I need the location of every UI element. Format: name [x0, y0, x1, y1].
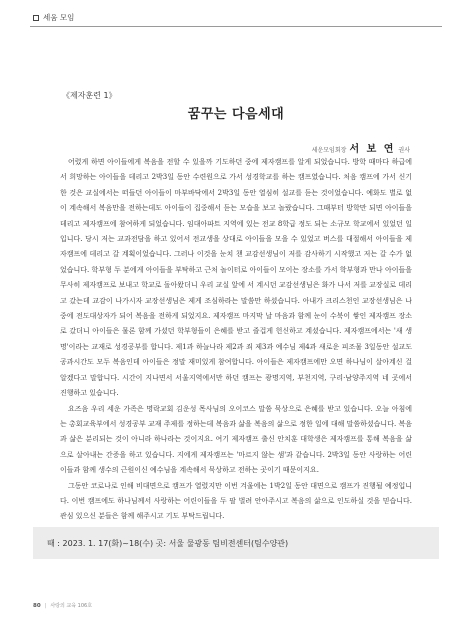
event-info-text: 때 : 2023. 1. 17(화)~18(수) 곳: 서울 물광동 팀비전센터(팀수양관)	[47, 538, 289, 548]
article-title: 꿈꾸는 다음세대	[187, 107, 285, 122]
section-label: 세움 모임	[43, 13, 75, 22]
author-byline	[312, 140, 410, 155]
section-header	[33, 12, 74, 23]
checkbox-square-icon	[33, 15, 39, 21]
paragraph: 어렸게 하면 아이들에게 복음을 전할 수 있을까 기도하던 중에 제자캠프를 알게 되었습니다. 방학 때마다 하급에서 희망하는 아이들을 데리고 2박3일 동안 수련원으로 가서 성경학교를 하는 캠프였습니다. 처음 캠프에 가서 신기한 것은 교실에서는 떠들던 아이들이 마부바닥에서 2박3일 동안 열심히 설교를 듣는 것이었습니다. 예화도 별로 없이 계속해서 복음만을 전하는데도 아이들이 집중해서 듣는 모습을 보고 놀랐습니다. 그때부터 방학만 되면 아이들을 데리고 제자캠프에 참여하게 되었습니다. 임대아파트 지역에 있는 전교 8학급 정도 되는 소규모 학교에서 있었던 일입니다. 당시 저는 교과전담을 하고 있어서 전교생을 상대로 아이들을 모을 수 있었고 버스를 대절해서 아이들을 제자캠프에 데리고 갈 계획이었습니다. 그러나 이것을 눈치 챈 교감선생님이 저를 감사하기 시작했고 저는 갈 수가 없었습니다. 학부형 두 분에게 아이들을 부탁하고 근처 놀이터로 아이들이 모이는 장소를 가서 학부형과 만나 아이들을 무사히 제자캠프로 보내고 학교로 돌아왔더니 우리 교실 앞에 서 계시던 교감선생님은 화가 나서 저를 교장실로 데리고 갔는데 교감이 나가시자 교장선생님은 제게 조심하라는 말씀만 하셨습니다. 아내가 크리스천인 교장선생님은 나중에 전도대상자가 되어 복음을 전하게 되었지요. 제자캠프 마지막 날 마음과 함께 눈이 수북이 쌓인 제자캠프 장소로 갔더니 아이들은 물론 함께 가셨던 학부형들이 은혜를 받고 즐겁게 헌신하고 계셨습니다. 제자캠프에서는 '새 생명'이라는 교재로 성경공부를 합니다. 제1과 하늘나라 제2과 죄 제3과 예수님 제4과 새로운 피조물 3일동안 설교도 공과시간도 모두 복음인데 아이들은 정말 재미있게 참여합니다. 아이들은 제자캠프에만 오면 하나님이 살아계신 걸 알겠다고 말합니다. 시간이 지나면서 서울지역에서만 하던 캠프는 광명지역, 부천지역, 구리·남양주지역 네 곳에서 진행하고 있습니다.	[60, 158, 412, 398]
author-rank: 권사	[398, 147, 410, 154]
footer-separator: |	[44, 602, 47, 609]
event-info-box	[33, 527, 439, 559]
author-name: 서 보 연	[349, 144, 396, 155]
paragraph: 그동안 코로나로 인해 비대면으로 캠프가 열렸지만 이번 겨울에는 1박2일 동안 대면으로 캠프가 진행될 예정입니다. 이번 캠프에도 하나님께서 사랑하는 어린이들을 두 팔 벌려 안아주시고 복음의 삶으로 인도하실 것을 믿습니다. 관심 있으신 분들은 함께 해주시고 기도 부탁드립니다.	[60, 481, 412, 521]
page-footer	[33, 602, 92, 609]
series-label: 《제자훈련 1》	[62, 91, 117, 100]
author-role: 세운모임회장	[311, 147, 347, 154]
article-body	[60, 155, 412, 525]
header-divider	[30, 26, 442, 27]
paragraph: 요즈음 우리 세운 가족은 명락교회 김운성 목사님의 오이코스 말씀 묵상으로 은혜를 받고 있습니다. 오늘 아침에는 총회교육부에서 성경공부 교재 주제를 정하는데 복음과 삶을 복음의 삶으로 정한 일에 대해 말씀하셨습니다. 복음과 삶은 분리되는 것이 아니라 하나라는 것이지요. 여기 제자캠프 출신 안치훈 대학생은 제자캠프를 통해 복음을 삶으로 살아내는 간증을 하고 있습니다. 지에게 제자캠프는 '마르지 않는 샘'과 같습니다. 2박3일 동안 사랑하는 어린이들과 함께 생수의 근원이신 예수님을 계속해서 묵상하고 전하는 곳이기 때문이지요.	[60, 404, 412, 475]
publication-name: 사랑의 교육 106호	[50, 603, 93, 609]
page-number: 80	[33, 602, 41, 609]
